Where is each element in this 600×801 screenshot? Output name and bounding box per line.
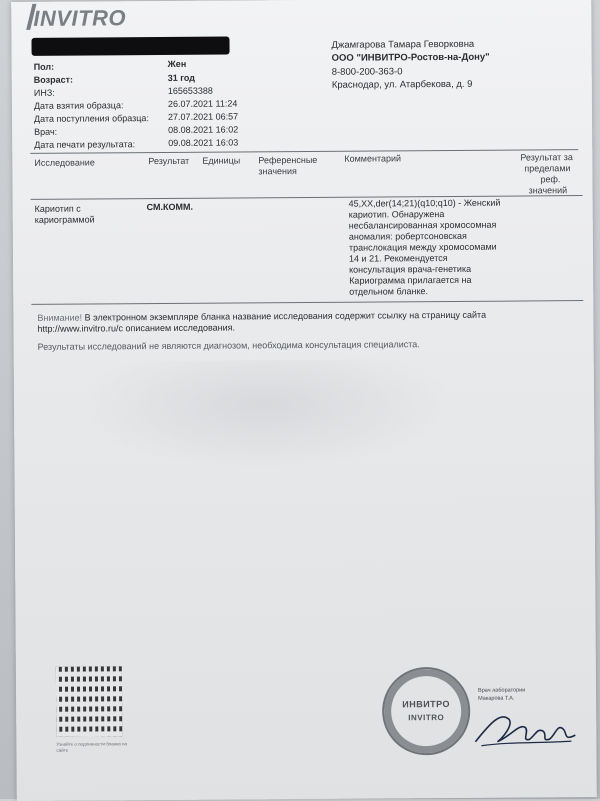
sample-received-value: 27.07.2021 06:57 — [167, 111, 239, 122]
table-bottom-divider — [31, 300, 583, 305]
comment-line: консультация врача-генетика — [349, 263, 472, 275]
header-out-of-range-2: пределами — [524, 163, 571, 174]
doctor-signer: Макарова Т.А. — [478, 695, 515, 702]
header-reference-1: Референсные — [258, 154, 318, 166]
handwritten-signature — [471, 701, 581, 752]
header-units: Единицы — [202, 155, 241, 166]
header-reference-2: значения — [258, 166, 297, 177]
doctor-value: 08.08.2021 16:02 — [168, 124, 239, 135]
qr-caption: Узнайте о подлинности бланка на сайте — [56, 741, 128, 753]
invitro-link[interactable]: http://www.invitro.ru/с описанием исследования. — [37, 322, 236, 334]
electronic-copy-note — [37, 309, 557, 335]
header-comment: Комментарий — [344, 153, 402, 164]
qr-code[interactable] — [56, 666, 122, 736]
lab-doctor-signature-caption — [478, 686, 525, 702]
disclaimer: Результаты исследований не являются диагнозом, необходима консультация специалиста. — [37, 339, 420, 352]
printed-value: 09.08.2021 16:03 — [168, 137, 239, 148]
sample-received-label: Дата поступления образца: — [33, 113, 149, 124]
comment-line: 14 и 21. Рекомендуется — [348, 252, 448, 264]
warning-text-1: В электронном экземпляре бланка название исследования содержит ссылку на страницу сайта — [82, 309, 487, 323]
stamp-line2: INVITRO — [408, 713, 445, 723]
row-study-1[interactable]: Кариотип с — [34, 203, 81, 214]
row-comment — [349, 197, 560, 297]
lab-stamp — [382, 667, 471, 756]
header-out-of-range-3: реф. — [540, 174, 561, 185]
sex-value: Жен — [167, 58, 187, 69]
warning-word: Внимание! — [37, 312, 83, 323]
printed-label: Дата печати результата: — [34, 139, 136, 150]
sample-taken-value: 26.07.2021 11:24 — [167, 98, 238, 109]
header-out-of-range-4: значений — [528, 185, 568, 196]
age-label: Возраст: — [33, 74, 74, 85]
inz-value: 165653388 — [167, 85, 213, 96]
header-result: Результат — [148, 155, 190, 167]
sample-taken-label: Дата взятия образца: — [33, 100, 124, 111]
sex-label: Пол: — [33, 61, 55, 72]
stamp-line1: ИНВИТРО — [402, 698, 451, 710]
lab-address: Краснодар, ул. Атарбекова, д. 9 — [331, 78, 473, 91]
doctor-label: Врач: — [34, 126, 58, 137]
comment-line: транслокация между хромосомами — [348, 241, 497, 253]
comment-line: несбалансированная хромосомная — [348, 219, 497, 231]
invitro-logo: INVITRO — [33, 5, 127, 31]
lab-company: ООО "ИНВИТРО-Ростов-на-Дону" — [331, 51, 490, 64]
header-study: Исследование — [34, 157, 95, 168]
lab-doctor-name: Джамгарова Тамара Геворковна — [331, 38, 475, 51]
comment-line: 45,XX,der(14;21)(q10;q10) - Женский — [348, 197, 501, 209]
table-top-divider — [30, 149, 578, 154]
doctor-role: Врач лаборатории — [478, 687, 526, 694]
comment-line: Кариограмма прилагается на — [349, 274, 472, 286]
comment-line: аномалия: робертсоновская — [348, 230, 467, 242]
inz-label: ИНЗ: — [33, 87, 55, 98]
lab-phone: 8-800-200-363-0 — [331, 66, 403, 78]
header-out-of-range-1: Результат за — [520, 152, 573, 163]
row-result: СМ.КОММ. — [146, 201, 194, 213]
lab-result-sheet — [11, 0, 597, 801]
row-study-2[interactable]: кариограммой — [34, 214, 95, 225]
reverse-side-bleed — [74, 359, 455, 472]
redacted-patient-name — [31, 37, 229, 56]
comment-line: отдельном бланке. — [349, 286, 429, 297]
age-value: 31 год — [167, 72, 196, 83]
comment-line: кариотип. Обнаружена — [348, 209, 445, 220]
